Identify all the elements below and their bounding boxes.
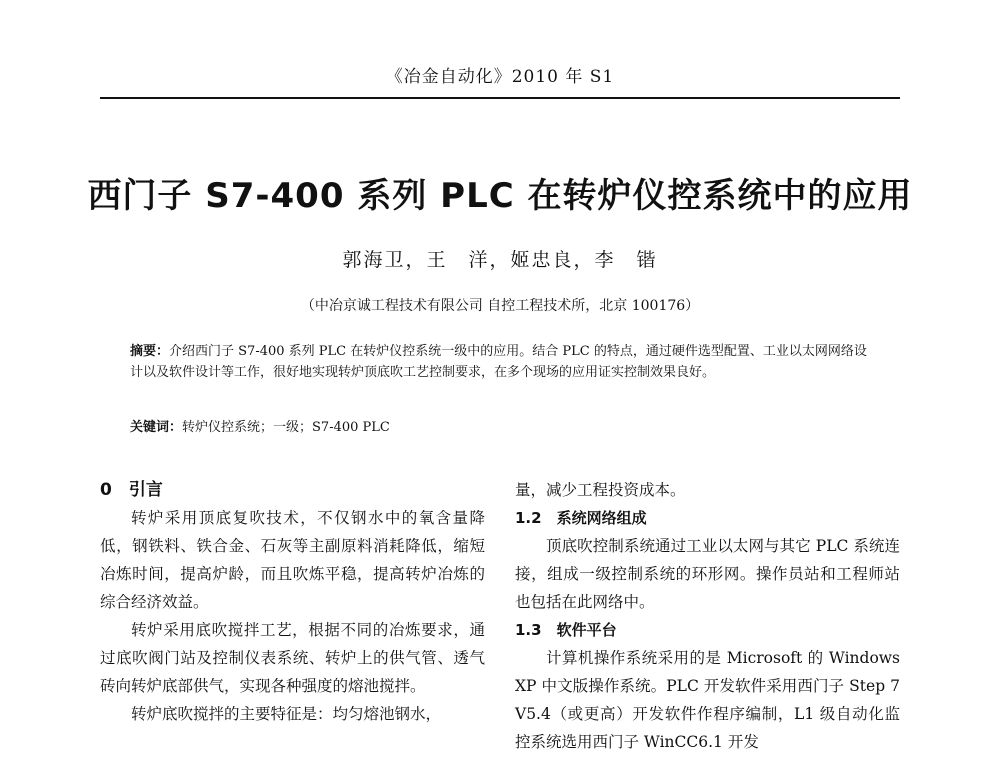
section-1-3-heading: 1.3 软件平台 — [515, 621, 617, 639]
paragraph: 转炉底吹搅拌的主要特征是：均匀熔池钢水， — [131, 705, 442, 723]
journal-header: 《冶金自动化》2010 年 S1 — [385, 67, 615, 87]
left-column — [100, 476, 485, 728]
paragraph: 计算机操作系统采用的是 Microsoft 的 Windows XP 中文版操作系统。PLC 开发软件采用西门子 Step 7 V5.4（或更高）开发软件作程序编制，L1 级自动化监控系统选用西门子 WinCC6.1 开发 — [515, 649, 900, 751]
right-column — [515, 476, 900, 756]
keywords-text: 转炉仪控系统；一级；S7-400 PLC — [182, 420, 390, 435]
paper-title: 西门子 S7-400 系列 PLC 在转炉仪控系统中的应用 — [87, 176, 913, 216]
paragraph-continuation: 量，减少工程投资成本。 — [515, 481, 686, 499]
paragraph: 顶底吹控制系统通过工业以太网与其它 PLC 系统连接，组成一级控制系统的环形网。操作员站和工程师站也包括在此网络中。 — [515, 537, 900, 611]
paragraph: 转炉采用顶底复吹技术，不仅钢水中的氧含量降低，钢铁料、铁合金、石灰等主副原料消耗降低，缩短冶炼时间，提高炉龄，而且吹炼平稳，提高转炉冶炼的综合经济效益。 — [100, 509, 485, 611]
abstract-label: 摘要： — [130, 344, 170, 359]
authors: 郭海卫，王 洋，姬忠良，李 锴 — [342, 249, 658, 271]
section-1-2-heading: 1.2 系统网络组成 — [515, 509, 647, 527]
paragraph: 转炉采用底吹搅拌工艺，根据不同的冶炼要求，通过底吹阀门站及控制仪表系统、转炉上的供气管、透气砖向转炉底部供气，实现各种强度的熔池搅拌。 — [100, 621, 485, 695]
section-0-heading: 0 引言 — [100, 480, 163, 500]
abstract — [130, 341, 875, 383]
header-rule — [100, 97, 900, 99]
affiliation: （中冶京诚工程技术有限公司 自控工程技术所，北京 100176） — [300, 298, 700, 314]
keywords — [130, 417, 875, 438]
keywords-label: 关键词： — [130, 420, 183, 435]
abstract-text: 介绍西门子 S7-400 系列 PLC 在转炉仪控系统一级中的应用。结合 PLC 的特点，通过硬件选型配置、工业以太网网络设计以及软件设计等工作，很好地实现转炉顶底吹工艺控制要求，在多个现场的应用证实控制效果良好。 — [130, 344, 867, 380]
